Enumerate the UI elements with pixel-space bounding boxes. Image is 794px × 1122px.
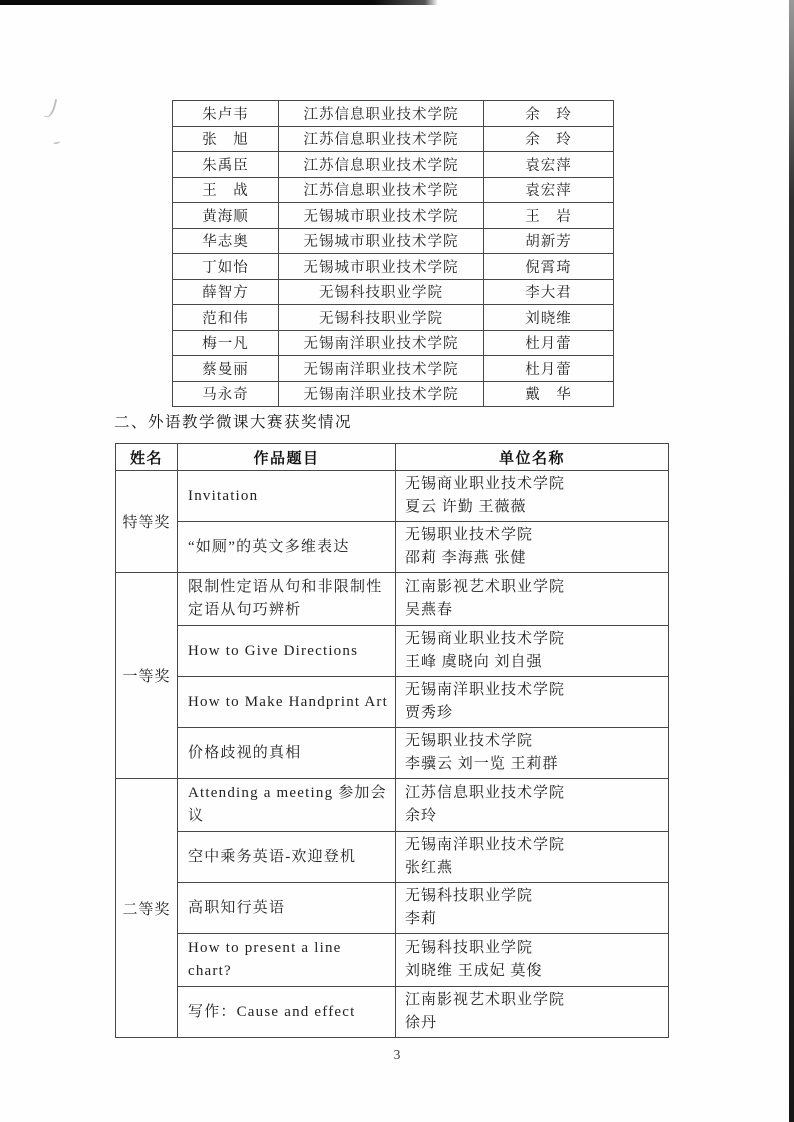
author-names: 李莉	[405, 911, 438, 927]
table-row	[173, 228, 614, 254]
winner-advisor: 余 玲	[484, 126, 614, 152]
winner-advisor: 杜月蕾	[484, 330, 614, 356]
table-row	[173, 254, 614, 280]
winner-institution: 无锡南洋职业技术学院	[279, 356, 484, 382]
unit-name: 江南影视艺术职业学院	[405, 992, 566, 1008]
pencil-mark	[44, 97, 58, 119]
unit-name: 无锡科技职业学院	[405, 888, 534, 904]
table-row	[116, 626, 669, 677]
column-header-name: 姓名	[116, 444, 178, 471]
table-row	[116, 522, 669, 573]
unit-cell	[396, 728, 669, 779]
unit-cell	[396, 522, 669, 573]
work-title: Attending a meeting 参加会议	[178, 779, 396, 832]
column-header-title: 作品题目	[178, 444, 396, 471]
table-row	[173, 126, 614, 152]
winner-institution: 无锡城市职业技术学院	[279, 228, 484, 254]
unit-cell	[396, 626, 669, 677]
table-row	[173, 152, 614, 178]
winner-advisor: 袁宏萍	[484, 177, 614, 203]
author-names: 余玲	[405, 808, 438, 824]
unit-cell	[396, 832, 669, 883]
winner-advisor: 王 岩	[484, 203, 614, 229]
table-row	[116, 471, 669, 522]
author-names: 李骥云 刘一览 王莉群	[405, 756, 559, 772]
unit-cell	[396, 883, 669, 934]
winner-institution: 江苏信息职业技术学院	[279, 177, 484, 203]
winner-advisor: 李大君	[484, 279, 614, 305]
scan-artifact-top-band	[0, 0, 438, 5]
author-names: 夏云 许勤 王薇薇	[405, 499, 527, 515]
unit-name: 无锡科技职业学院	[405, 940, 534, 956]
work-title: 写作：Cause and effect	[178, 987, 396, 1038]
work-title: 限制性定语从句和非限制性定语从句巧辨析	[178, 573, 396, 626]
winner-name: 马永奇	[173, 381, 279, 407]
table-row	[173, 279, 614, 305]
winner-institution: 无锡城市职业技术学院	[279, 254, 484, 280]
table-row	[173, 203, 614, 229]
unit-name: 无锡职业技术学院	[405, 733, 534, 749]
table-row	[116, 728, 669, 779]
winner-advisor: 胡新芳	[484, 228, 614, 254]
table-row	[173, 381, 614, 407]
author-names: 刘晓维 王成妃 莫俊	[405, 963, 543, 979]
table-row	[116, 832, 669, 883]
winner-name: 朱卢韦	[173, 101, 279, 127]
unit-name: 无锡商业职业技术学院	[405, 476, 566, 492]
winner-advisor: 袁宏萍	[484, 152, 614, 178]
work-title: 高职知行英语	[178, 883, 396, 934]
unit-cell	[396, 573, 669, 626]
award-level-label: 二等奖	[116, 779, 178, 1038]
winner-institution: 江苏信息职业技术学院	[279, 126, 484, 152]
author-names: 贾秀珍	[405, 705, 454, 721]
unit-cell	[396, 934, 669, 987]
table-row	[173, 330, 614, 356]
winner-advisor: 戴 华	[484, 381, 614, 407]
winner-name: 王 战	[173, 177, 279, 203]
winner-institution: 无锡南洋职业技术学院	[279, 381, 484, 407]
table-header-row	[116, 444, 669, 471]
award-level-label: 特等奖	[116, 471, 178, 573]
winner-institution: 无锡南洋职业技术学院	[279, 330, 484, 356]
author-names: 王峰 虞晓向 刘自强	[405, 654, 543, 670]
table-row	[173, 305, 614, 331]
author-names: 张红燕	[405, 860, 454, 876]
table-row	[116, 934, 669, 987]
winners-table-continued	[172, 100, 614, 407]
author-names: 邵莉 李海燕 张健	[405, 550, 527, 566]
winner-institution: 无锡科技职业学院	[279, 305, 484, 331]
winner-name: 华志奥	[173, 228, 279, 254]
winner-advisor: 刘晓维	[484, 305, 614, 331]
winner-name: 朱禹臣	[173, 152, 279, 178]
table-row	[116, 677, 669, 728]
unit-cell	[396, 779, 669, 832]
winner-advisor: 杜月蕾	[484, 356, 614, 382]
scan-artifact-right-edge	[789, 0, 794, 1122]
work-title: How to Make Handprint Art	[178, 677, 396, 728]
work-title: “如厕”的英文多维表达	[178, 522, 396, 573]
winner-name: 黄海顺	[173, 203, 279, 229]
work-title: 价格歧视的真相	[178, 728, 396, 779]
column-header-unit: 单位名称	[396, 444, 669, 471]
table-row	[173, 177, 614, 203]
page-number: 3	[393, 1047, 401, 1062]
section-heading: 二、外语教学微课大赛获奖情况	[114, 414, 353, 431]
work-title: 空中乘务英语-欢迎登机	[178, 832, 396, 883]
work-title: Invitation	[178, 471, 396, 522]
table-row	[116, 779, 669, 832]
table-row	[173, 101, 614, 127]
unit-cell	[396, 677, 669, 728]
unit-name: 无锡南洋职业技术学院	[405, 837, 566, 853]
winner-advisor: 余 玲	[484, 101, 614, 127]
winner-name: 梅一凡	[173, 330, 279, 356]
winner-institution: 无锡城市职业技术学院	[279, 203, 484, 229]
winner-advisor: 倪霄琦	[484, 254, 614, 280]
winner-institution: 江苏信息职业技术学院	[279, 101, 484, 127]
unit-name: 无锡南洋职业技术学院	[405, 682, 566, 698]
table-row	[116, 573, 669, 626]
winner-name: 范和伟	[173, 305, 279, 331]
unit-name: 无锡商业职业技术学院	[405, 631, 566, 647]
award-level-label: 一等奖	[116, 573, 178, 779]
author-names: 徐丹	[405, 1015, 438, 1031]
winner-name: 薛智方	[173, 279, 279, 305]
unit-cell	[396, 987, 669, 1038]
work-title: How to present a line chart?	[178, 934, 396, 987]
unit-name: 江苏信息职业技术学院	[405, 785, 566, 801]
pencil-mark	[53, 139, 61, 144]
table-row	[116, 883, 669, 934]
winner-name: 丁如怡	[173, 254, 279, 280]
microcourse-awards-table	[115, 443, 669, 1038]
winner-name: 张 旭	[173, 126, 279, 152]
winner-institution: 江苏信息职业技术学院	[279, 152, 484, 178]
winner-name: 蔡曼丽	[173, 356, 279, 382]
unit-name: 江南影视艺术职业学院	[405, 579, 566, 595]
table-row	[116, 987, 669, 1038]
author-names: 吴燕春	[405, 602, 454, 618]
unit-name: 无锡职业技术学院	[405, 527, 534, 543]
unit-cell	[396, 471, 669, 522]
work-title: How to Give Directions	[178, 626, 396, 677]
table-row	[173, 356, 614, 382]
winner-institution: 无锡科技职业学院	[279, 279, 484, 305]
